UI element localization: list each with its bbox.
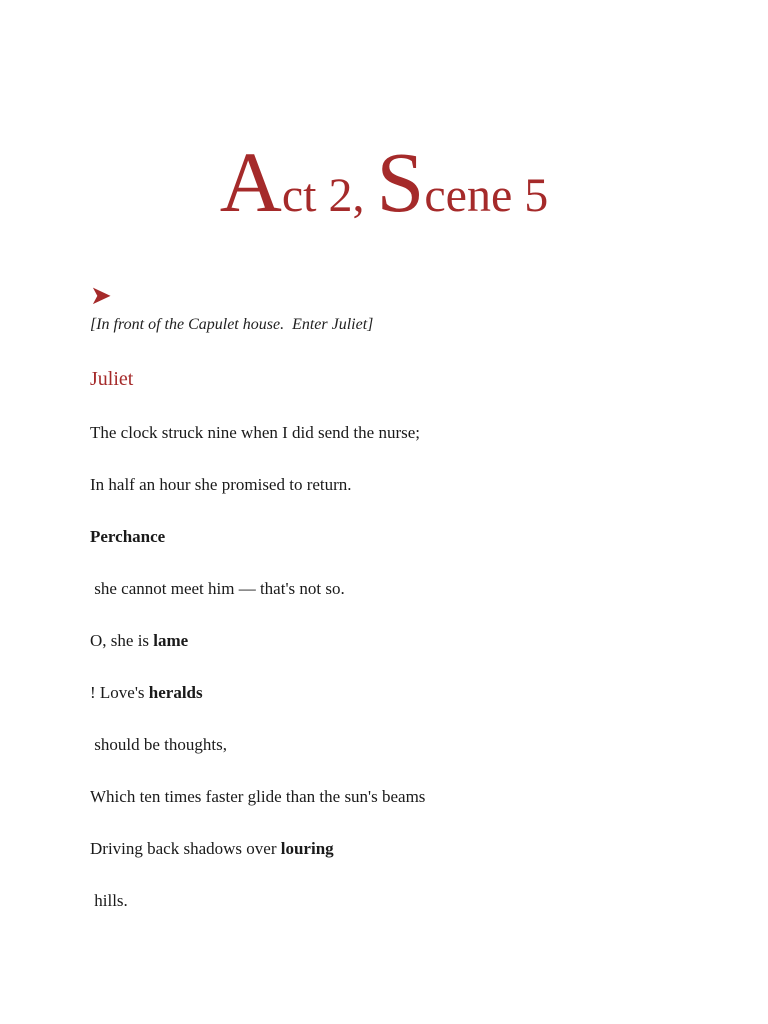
verse-line-5 [90,630,188,652]
title-initial-s: S [376,134,425,230]
title-initial-a: A [219,134,282,230]
glossary-word-lame[interactable]: lame [153,631,189,650]
verse-line-4: she cannot meet him — that's not so. [90,579,345,598]
verse-line-6-text: ! Love's [90,683,149,702]
verse-line-7: should be thoughts, [90,735,227,754]
verse-line-5-text: O, she is [90,631,154,650]
arrow-icon: ➤ [90,281,112,311]
title-text-act: ct 2, [281,169,377,222]
verse-line-8: Which ten times faster glide than the sun's beams [90,787,426,806]
glossary-word-louring[interactable]: louring [280,839,334,858]
title-text-scene: cene 5 [424,169,549,222]
scene-title [0,132,768,246]
verse-line-10: hills. [90,891,128,910]
verse-line-9 [90,838,334,860]
verse-line-2: In half an hour she promised to return. [90,475,352,494]
glossary-word-heralds[interactable]: heralds [148,683,203,702]
verse-line-1: The clock struck nine when I did send the nurse; [90,423,420,442]
verse-line-9-text: Driving back shadows over [90,839,281,858]
verse-line-6 [90,682,203,704]
glossary-word-perchance[interactable]: Perchance [90,527,166,546]
stage-direction: [In front of the Capulet house. Enter Juliet] [90,316,374,333]
verse-line-3 [90,526,165,548]
speaker-name: Juliet [90,368,134,390]
